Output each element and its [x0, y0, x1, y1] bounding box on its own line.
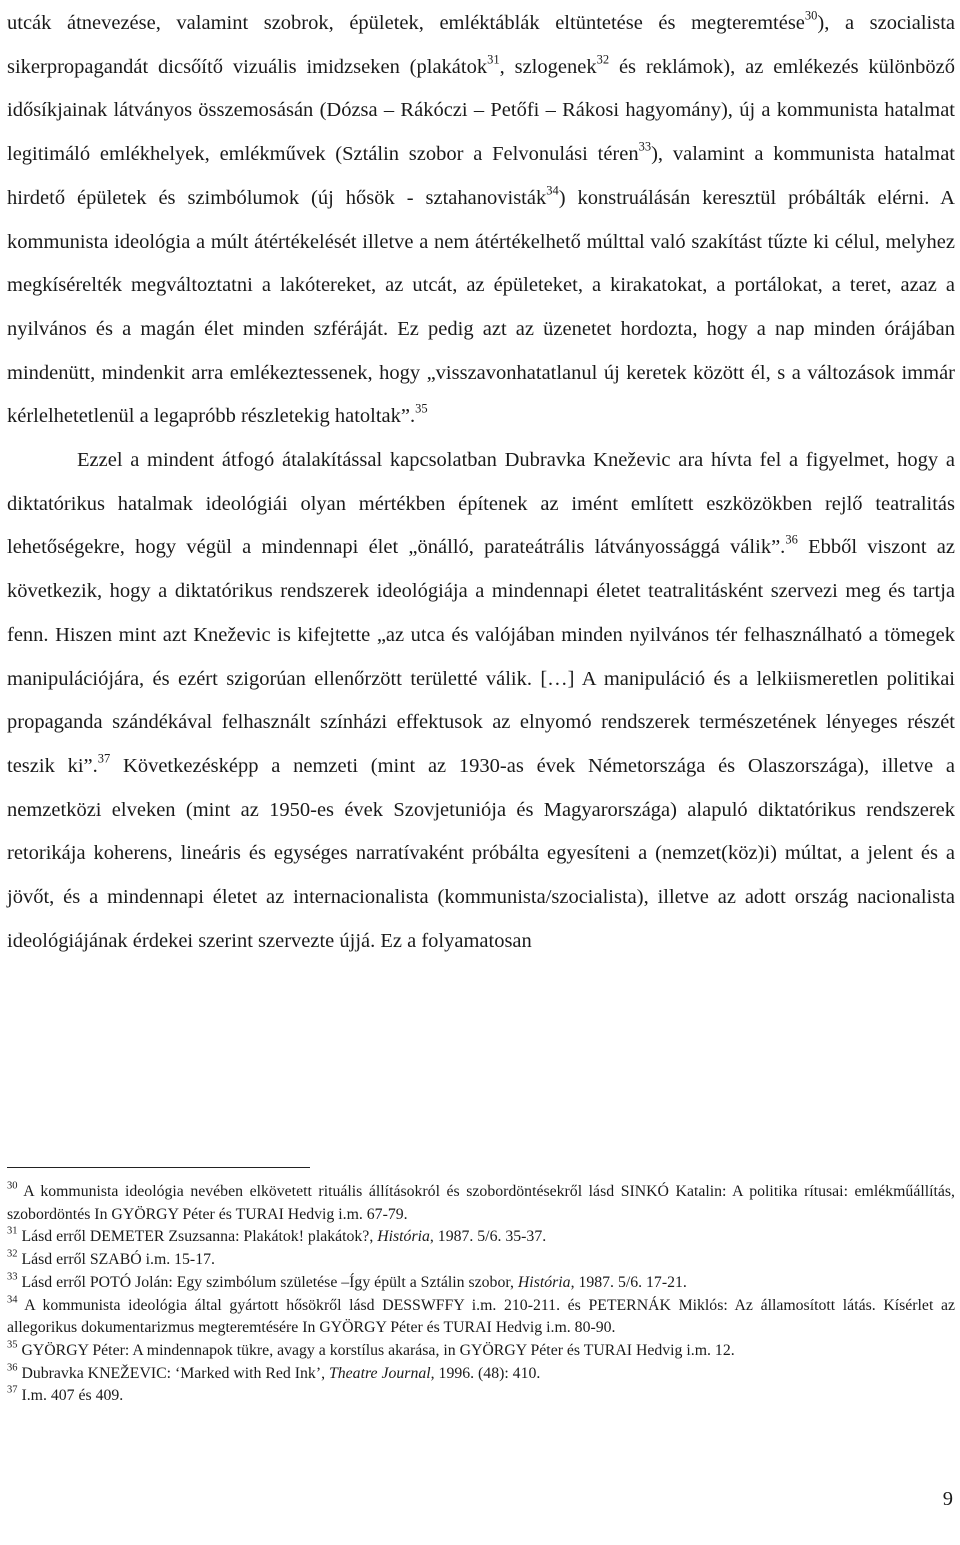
footnote-text: Dubravka KNEŽEVIC: ‘Marked with Red Ink’, [17, 1364, 329, 1382]
footnote-number: 35 [7, 1339, 18, 1351]
footnote-34 [7, 1295, 955, 1340]
text-span: Következésképp a nemzeti (mint az 1930-as évek Németországa és Olaszországa), illetve a nemzetközi elveken (mint az 1950-es évek Szovjetuniója és Magyarországa) alapuló diktatórikus rendszerek retorikája koherens, lineáris és egységes narratívaként próbálta egyesíteni a (nemzet(köz)i) múltat, a jelent és a jövőt, és a mindennapi életet az internacionalista (kommunista/szocialista), illetve az adott ország nacionalista ideológiájának érdekei szerint szervezte újjá. Ez a folyamatosan [7, 754, 955, 952]
footnote-text: , 1996. (48): 410. [430, 1364, 541, 1382]
footnote-ref-36[interactable]: 36 [785, 533, 798, 548]
footnote-36 [7, 1363, 955, 1386]
footnote-text: , 1987. 5/6. 17-21. [570, 1273, 687, 1291]
text-span: ) konstruálásán keresztül próbálták elérni. A kommunista ideológia a múlt átértékelését illetve a nem átértékelhető múlttal való szakítást tűzte ki célul, melyhez megkísérelték megváltoztatni a lakótereket, az utcát, az épületeket, a kirakatokat, a portálokat, a teret, azaz a nyilvános és a magán élet minden szféráját. Ez pedig azt az üzenetet hordozta, hogy a nap minden órájában mindenütt, mindenkit arra emlékeztessenek, hogy „visszavonhatatlanul új keretek között él, s a változások immár kérlelhetetlenül a legapróbb részletekig hatoltak”. [7, 186, 955, 428]
footnote-number: 32 [7, 1248, 18, 1260]
footnote-32 [7, 1249, 955, 1272]
text-span: , szlogenek [499, 55, 597, 78]
text-span: ), valamint a kommunista hatalmat hirdető épületek és szimbólumok (új hősök - sztahanovisták [7, 143, 955, 209]
text-span: utcák átnevezése, valamint szobrok, épületek, emléktáblák eltüntetése és megteremtése [7, 12, 805, 34]
footnote-text: A kommunista ideológia nevében elkövetett rituális állításokról és szobordöntésekről lásd SINKÓ Katalin: A politika rítusai: emlékműállítás, szobordöntés In GYÖRGY Péter és TURAI Hedvig i.m. 67-79. [7, 1183, 955, 1223]
footnote-37 [7, 1385, 955, 1408]
footnote-ref-32[interactable]: 32 [596, 52, 610, 67]
text-span: Ezzel a mindent átfogó átalakítással kapcsolatban Dubravka Kneževic ara hívta fel a figyelmet, hogy a diktatórikus hatalmak ideológiái olyan mértékben építenek az imént említett eszközökben rejlő teatralitás lehetőségekre, hogy végül a mindennapi élet „önálló, parateátrális látványossággá válik”. [7, 449, 955, 559]
footnote-ref-33[interactable]: 33 [638, 139, 652, 154]
footnote-text: GYÖRGY Péter: A mindennapok tükre, avagy a korstílus akarása, in GYÖRGY Péter és TURAI Hedvig i.m. 12. [17, 1341, 735, 1359]
footnote-text: Lásd erről DEMETER Zsuzsanna: Plakátok! plakátok?, [17, 1228, 378, 1246]
page-number: 9 [942, 1488, 953, 1510]
journal-title: História [517, 1273, 571, 1291]
journal-title: Theatre Journal [328, 1364, 431, 1382]
footnote-33 [7, 1272, 955, 1295]
footnote-ref-31[interactable]: 31 [487, 52, 500, 67]
footnote-35 [7, 1340, 955, 1363]
text-span: és reklámok), az emlékezés különböző idősíkjainak látványos összemosásán (Dózsa – Rákóczi – Petőfi – Rákosi hagyomány), új a kommunista hatalmat legitimáló emlékhelyek, emlékművek (Sztálin szobor a Felvonulási téren [7, 55, 955, 166]
footnote-separator [7, 1167, 310, 1168]
footnote-number: 36 [7, 1362, 18, 1374]
footnote-ref-30[interactable]: 30 [804, 8, 818, 23]
text-span: ), a szocialista sikerpropagandát dicsőítő vizuális imidzseken (plakátok [7, 12, 955, 78]
footnote-number: 37 [7, 1384, 18, 1396]
footnote-30 [7, 1181, 955, 1226]
paragraph-1 [7, 2, 955, 439]
document-page [7, 0, 955, 1545]
footnote-number: 30 [7, 1180, 18, 1192]
footnote-number: 31 [7, 1226, 18, 1238]
footnote-31 [7, 1226, 955, 1249]
body-text [7, 2, 955, 963]
footnote-text: Lásd erről SZABÓ i.m. 15-17. [17, 1251, 215, 1269]
footnote-number: 33 [7, 1271, 18, 1283]
journal-title: História [377, 1228, 430, 1246]
footnote-ref-35[interactable]: 35 [415, 401, 428, 416]
footnote-text: A kommunista ideológia által gyártott hősökről lásd DESSWFFY i.m. 210-211. és PETERNÁK Miklós: Az államosított látás. Kísérlet az allegorikus dokumentarizmus megteremtésére In GYÖRGY Péter és TURAI Hedvig i.m. 80-90. [7, 1296, 955, 1337]
paragraph-2 [7, 439, 955, 963]
footnote-number: 34 [7, 1294, 18, 1306]
footnote-text: Lásd erről POTÓ Jolán: Egy szimbólum születése –Így épült a Sztálin szobor, [17, 1273, 518, 1291]
footnote-ref-37[interactable]: 37 [97, 751, 111, 766]
footnotes [7, 1181, 955, 1408]
text-span: Ebből viszont az következik, hogy a diktatórikus rendszerek ideológiája a mindennapi életet teatralitásként szervezi meg és tartja fenn. Hiszen mint azt Kneževic is kifejtette „az utca és valójában minden nyilvános tér felhasználható a tömegek manipulációjára, és ezért szigorúan ellenőrzött területté válik. […] A manipuláció és a lelkiismeretlen politikai propaganda szándékával felhasznált színházi effektusok az elnyomó rendszerek természetének lényeges részét teszik ki”. [7, 536, 955, 777]
footnote-text: I.m. 407 és 409. [17, 1387, 124, 1405]
footnote-text: , 1987. 5/6. 35-37. [429, 1228, 547, 1246]
footnote-ref-34[interactable]: 34 [546, 183, 559, 198]
